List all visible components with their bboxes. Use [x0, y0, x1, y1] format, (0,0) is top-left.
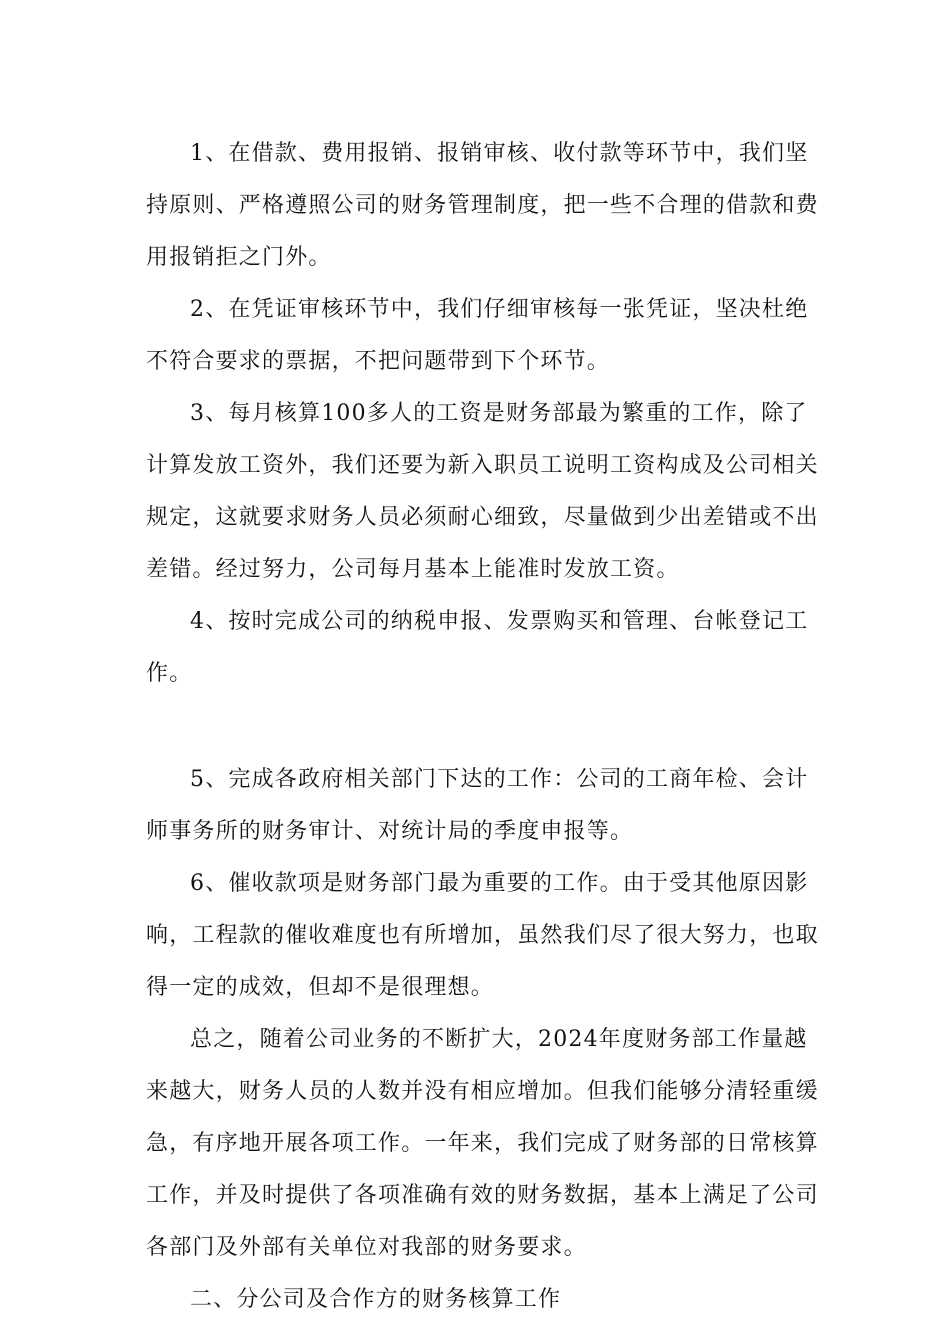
- section-heading: 二、分公司及合作方的财务核算工作: [190, 1287, 562, 1312]
- paragraph-item-5: 5、完成各政府相关部门下达的工作：公司的工商年检、会计师事务所的财务审计、对统计局的季度申报等。: [146, 767, 809, 844]
- paragraph-item-1: 1、在借款、费用报销、报销审核、收付款等环节中，我们坚持原则、严格遵照公司的财务管理制度，把一些不合理的借款和费用报销拒之门外。: [146, 141, 819, 270]
- paragraph-item-6: 6、催收款项是财务部门最为重要的工作。由于受其他原因影响，工程款的催收难度也有所增加，虽然我们尽了很大努力，也取得一定的成效，但却不是很理想。: [146, 871, 819, 1000]
- paragraph-item-3: 3、每月核算100多人的工资是财务部最为繁重的工作，除了计算发放工资外，我们还要为新入职员工说明工资构成及公司相关规定，这就要求财务人员必须耐心细致，尽量做到少出差错或不出差错。经过努力，公司每月基本上能准时发放工资。: [146, 401, 819, 582]
- paragraph-spacer: [146, 700, 826, 754]
- paragraph-item-2: 2、在凭证审核环节中，我们仔细审核每一张凭证，坚决杜绝不符合要求的票据，不把问题带到下个环节。: [146, 297, 809, 374]
- document-body: [146, 128, 826, 1326]
- paragraph-item-4: 4、按时完成公司的纳税申报、发票购买和管理、台帐登记工作。: [146, 609, 809, 686]
- summary-paragraph: 总之，随着公司业务的不断扩大，2024年度财务部工作量越来越大，财务人员的人数并没有相应增加。但我们能够分清轻重缓急，有序地开展各项工作。一年来，我们完成了财务部的日常核算工作，并及时提供了各项准确有效的财务数据，基本上满足了公司各部门及外部有关单位对我部的财务要求。: [146, 1027, 819, 1260]
